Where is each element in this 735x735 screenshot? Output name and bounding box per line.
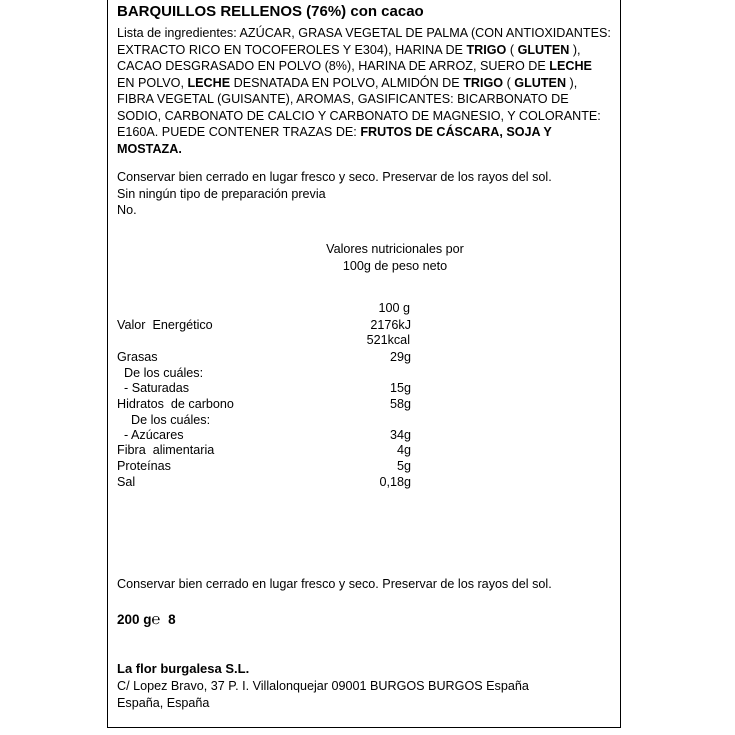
nutrition-row-value: 15g — [389, 381, 411, 395]
nutrition-row-value: 4g — [396, 443, 411, 457]
estimate-mark-icon: ℮ — [151, 611, 161, 628]
allergen-text: GLUTEN — [517, 42, 570, 57]
company-address: C/ Lopez Bravo, 37 P. I. Villalonquejar 09001 BURGOS BURGOS España — [117, 679, 529, 693]
ingredients-list — [117, 25, 612, 157]
nutrition-row-name: Proteínas — [117, 459, 171, 473]
nutrition-row-value: 5g — [396, 459, 411, 473]
preparation-label: Sin ningún tipo de preparación previa — [117, 187, 326, 201]
nutrition-header-line1: Valores nutricionales por — [326, 242, 464, 256]
unit-count: 8 — [168, 612, 176, 627]
net-weight-amount: 200 g — [117, 612, 152, 627]
allergen-text: TRIGO — [463, 75, 504, 90]
nutrition-row — [117, 381, 417, 397]
net-weight — [117, 611, 176, 628]
nutrition-row-value: 0,18g — [379, 475, 411, 489]
nutrition-row-name: De los cuáles: — [117, 366, 204, 380]
company-country: España, España — [117, 696, 210, 710]
nutrition-column-header: 100 g — [378, 301, 410, 315]
nutrition-row-value: 34g — [389, 428, 411, 442]
allergen-text: LECHE — [549, 59, 592, 73]
ingredient-text: Lista de ingredientes: AZÚCAR, GRASA VEGETAL DE PALMA (CON ANTIOXIDANTES: EXTRACTO RICO EN TOCOFEROLES Y E304), HARINA DE — [117, 26, 611, 57]
nutrition-row — [117, 350, 417, 366]
storage-instructions-repeat: Conservar bien cerrado en lugar fresco y seco. Preservar de los rayos del sol. — [117, 577, 552, 591]
storage-instructions: Conservar bien cerrado en lugar fresco y seco. Preservar de los rayos del sol. — [117, 170, 552, 184]
allergen-text: GLUTEN — [514, 75, 567, 90]
nutrition-row-name: Hidratos de carbono — [117, 397, 234, 411]
nutrition-row — [117, 459, 417, 475]
ingredient-text: EN POLVO, — [117, 75, 188, 90]
nutrition-row-name: Fibra alimentaria — [117, 443, 215, 457]
energy-kcal: 521kcal — [366, 333, 410, 347]
ingredient-text: ), FIBRA VEGETAL (GUISANTE), AROMAS, GASIFICANTES: BICARBONATO DE SODIO, CARBONATO DE CALCIO Y CARBONATO DE MAGNESIO, Y COLORANTE: E160A. PUEDE CONTENER TRAZAS DE: — [117, 75, 601, 139]
nutrition-row-name: Sal — [117, 475, 136, 489]
nutrition-row-name: Grasas — [117, 350, 158, 364]
nutrition-row — [117, 475, 417, 491]
ingredient-text: DESNATADA EN POLVO, ALMIDÓN DE — [230, 75, 464, 90]
ingredient-text: ), CACAO DESGRASADO EN POLVO (8%), HARINA DE ARROZ, SUERO DE — [117, 42, 581, 73]
nutrition-row-value: 29g — [389, 350, 411, 364]
nutrition-row — [117, 413, 417, 429]
allergen-text: FRUTOS DE CÁSCARA, SOJA Y MOSTAZA. — [117, 125, 552, 156]
product-title: BARQUILLOS RELLENOS (76%) con cacao — [117, 3, 424, 20]
nutrition-row-name: - Azúcares — [117, 428, 184, 442]
preparation-value: No. — [117, 203, 137, 217]
allergen-text: LECHE — [187, 75, 231, 90]
nutrition-row-value: 58g — [389, 397, 411, 411]
nutrition-row-name: Valor Energético — [117, 318, 213, 332]
nutrition-row-value: 2176kJ — [370, 318, 411, 332]
ingredient-text: ( — [503, 75, 515, 90]
ingredient-text: ( — [506, 42, 518, 57]
nutrition-row — [117, 318, 417, 334]
nutrition-row-name: - Saturadas — [117, 381, 190, 395]
nutrition-row — [117, 366, 417, 382]
nutrition-row — [117, 397, 417, 413]
nutrition-row — [117, 443, 417, 459]
allergen-text: TRIGO — [466, 42, 507, 57]
nutrition-header-line2: 100g de peso neto — [342, 258, 448, 273]
company-name: La flor burgalesa S.L. — [117, 661, 250, 676]
nutrition-header — [300, 241, 490, 274]
nutrition-row — [117, 428, 417, 444]
nutrition-row-name: De los cuáles: — [117, 413, 211, 427]
